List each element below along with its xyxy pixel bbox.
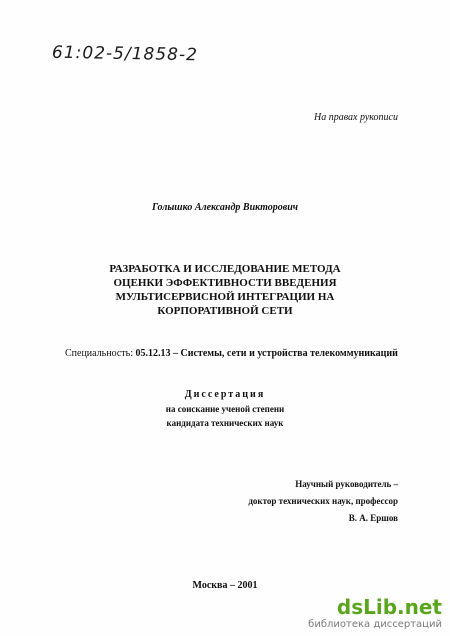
degree-line-2: кандидата технических наук [166, 418, 284, 428]
title-line: ОЦЕНКИ ЭФФЕКТИВНОСТИ ВВЕДЕНИЯ [113, 277, 337, 289]
supervisor-title: Научный руководитель – [295, 479, 398, 489]
supervisor-degree: доктор технических наук, профессор [248, 496, 398, 506]
degree-line-1: на соискание ученой степени [165, 404, 285, 414]
supervisor-block [248, 476, 398, 527]
specialty-value: 05.12.13 – Системы, сети и устройства телекоммуникаций [135, 348, 398, 359]
city-year: Москва – 2001 [192, 580, 258, 591]
specialty [65, 348, 398, 359]
title-line: МУЛЬТИСЕРВИСНОЙ ИНТЕГРАЦИИ НА [115, 291, 335, 303]
dissertation-label: Диссертация [184, 389, 266, 400]
handwritten-catalog-number: 61:02-5/1858-2 [51, 42, 199, 66]
supervisor-name: В. А. Ершов [348, 513, 398, 523]
title-line: РАЗРАБОТКА И ИССЛЕДОВАНИЕ МЕТОДА [109, 263, 341, 275]
watermark-logo[interactable]: dsLib.net [336, 595, 442, 619]
watermark-tagline: библиотека диссертаций [308, 619, 442, 630]
dissertation-title [40, 262, 410, 318]
dissertation-block [0, 388, 450, 430]
manuscript-note: На правах рукописи [314, 112, 398, 123]
title-line: КОРПОРАТИВНОЙ СЕТИ [157, 305, 293, 317]
watermark[interactable] [308, 597, 442, 630]
author-name: Голышко Александр Викторович [151, 202, 299, 213]
specialty-label: Специальность: [65, 348, 133, 359]
